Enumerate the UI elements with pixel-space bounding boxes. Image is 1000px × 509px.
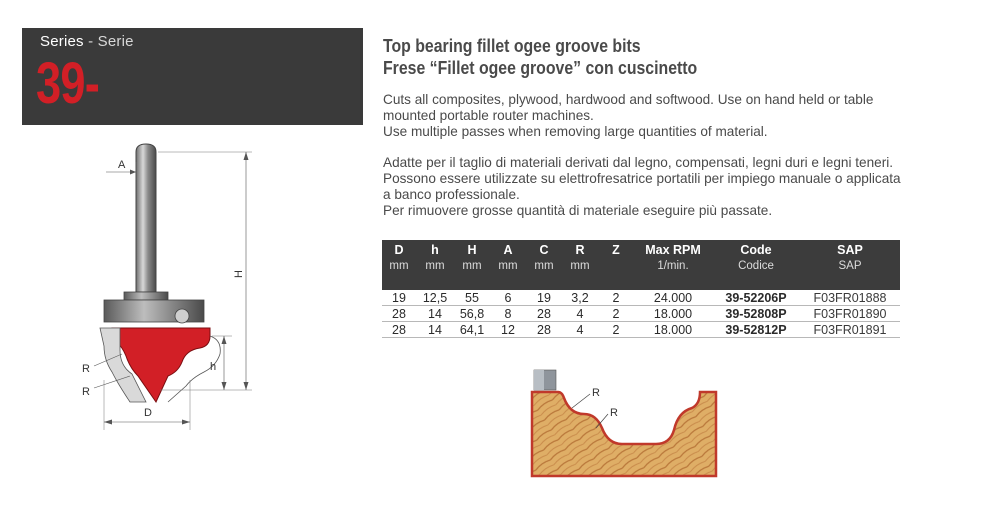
table-row — [382, 322, 900, 338]
table-cell-code: 39-52808P — [712, 306, 800, 322]
table-cell: 2 — [598, 322, 634, 338]
series-label — [40, 33, 134, 50]
table-cell-code: 39-52206P — [712, 290, 800, 306]
router-bit-drawing — [60, 140, 280, 435]
unit-cell: mm — [570, 260, 590, 272]
table-cell: 28 — [382, 306, 416, 322]
unit-cell: Codice — [738, 260, 774, 272]
description-en-line-2: Use multiple passes when removing large quantities of material. — [383, 124, 768, 139]
description-it-line-1: Adatte per il taglio di materiali derivati dal legno, compensati, legni duri e legni teneri. Possono essere utilizzate su elettrofresatrice portatili per impiego manuale o applicata a banco professionale. — [383, 155, 901, 202]
description-en — [383, 92, 903, 140]
wood-profile-illustration — [530, 368, 720, 478]
header-cell: C — [539, 243, 549, 257]
table-cell: 12,5 — [416, 290, 454, 306]
table-cell: 18.000 — [634, 322, 712, 338]
label-H: H — [233, 270, 245, 278]
title-it: Frese “Fillet ogee groove” con cuscinetto — [383, 58, 698, 78]
table-cell: 28 — [526, 306, 562, 322]
unit-cell: mm — [462, 260, 482, 272]
table-cell: 2 — [598, 290, 634, 306]
table-cell: 12 — [490, 322, 526, 338]
table-cell-sap: F03FR01891 — [800, 322, 900, 338]
dimension-A — [106, 159, 136, 180]
table-units-row — [382, 258, 900, 290]
unit-cell: mm — [498, 260, 518, 272]
table-header-row — [382, 240, 900, 258]
table-row — [382, 306, 900, 322]
description-it-line-2: Per rimuovere grosse quantità di materiale eseguire più passate. — [383, 203, 773, 218]
table-cell: 55 — [454, 290, 490, 306]
table-cell: 19 — [382, 290, 416, 306]
label-h: h — [210, 361, 217, 373]
table-cell: 14 — [416, 306, 454, 322]
header-cell: R — [575, 243, 585, 257]
cutter-highlight — [534, 370, 544, 390]
unit-cell: mm — [389, 260, 409, 272]
header-cell: Z — [612, 243, 620, 257]
description-en-line-1: Cuts all composites, plywood, hardwood and softwood. Use on hand held or table mounted portable router machines. — [383, 92, 874, 123]
table-cell: 4 — [562, 306, 598, 322]
series-box — [22, 28, 363, 125]
unit-cell: 1/min. — [657, 260, 689, 272]
table-cell: 19 — [526, 290, 562, 306]
profile-label-R2: R — [610, 407, 618, 419]
series-number: 39- — [36, 51, 100, 116]
label-D: D — [144, 407, 152, 419]
unit-cell: mm — [425, 260, 445, 272]
table-cell: 18.000 — [634, 306, 712, 322]
unit-cell: mm — [534, 260, 554, 272]
table-cell: 6 — [490, 290, 526, 306]
table-cell: 2 — [598, 306, 634, 322]
series-separator: - — [88, 33, 94, 50]
table-cell: 3,2 — [562, 290, 598, 306]
header-cell: Max RPM — [645, 243, 701, 257]
table-cell-sap: F03FR01890 — [800, 306, 900, 322]
header-cell: h — [431, 243, 439, 257]
table-cell: 28 — [526, 322, 562, 338]
table-cell: 14 — [416, 322, 454, 338]
header-cell: H — [467, 243, 477, 257]
header-cell: A — [503, 243, 513, 257]
table-cell: 28 — [382, 322, 416, 338]
table-row — [382, 290, 900, 306]
bit-shank — [136, 144, 156, 292]
cutter-profile — [100, 328, 220, 402]
header-cell: D — [394, 243, 404, 257]
label-R2: R — [82, 386, 90, 398]
table-cell: 8 — [490, 306, 526, 322]
series-label-it: Serie — [97, 33, 134, 50]
wood-block — [532, 392, 716, 476]
header-cell: SAP — [837, 243, 863, 257]
table-cell: 56,8 — [454, 306, 490, 322]
table-cell-code: 39-52812P — [712, 322, 800, 338]
profile-label-R1: R — [592, 387, 600, 399]
header-cell: Code — [740, 243, 772, 257]
label-A: A — [118, 159, 126, 171]
unit-cell: SAP — [838, 260, 862, 272]
series-label-en: Series — [40, 33, 84, 50]
spec-table — [382, 240, 900, 338]
bit-body — [104, 292, 204, 323]
unit-cell — [598, 258, 634, 290]
table-cell: 24.000 — [634, 290, 712, 306]
description-it — [383, 155, 903, 219]
table-cell: 4 — [562, 322, 598, 338]
table-cell: 64,1 — [454, 322, 490, 338]
table-cell-sap: F03FR01888 — [800, 290, 900, 306]
title-en: Top bearing fillet ogee groove bits — [383, 36, 641, 56]
label-R1: R — [82, 363, 90, 375]
